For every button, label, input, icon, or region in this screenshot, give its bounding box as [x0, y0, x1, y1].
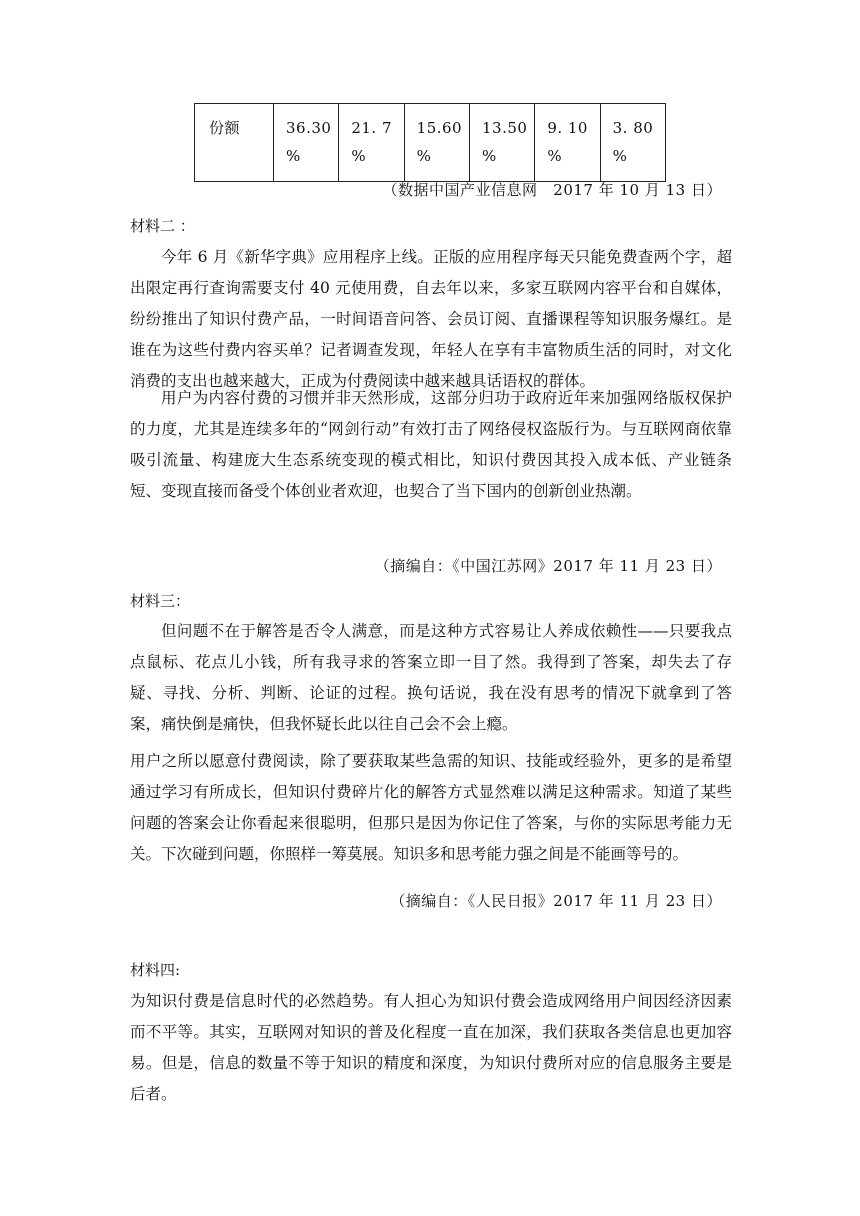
cell-value: 9. 10: [547, 119, 588, 137]
table-source-citation: （数据中国产业信息网 2017 年 10 月 13 日）: [382, 181, 722, 199]
table-row-label: [195, 104, 274, 182]
material-3-paragraph-2: 用户之所以愿意付费阅读，除了要获取某些急需的知识、技能或经验外，更多的是希望通过学习有所成长，但知识付费碎片化的解答方式显然难以满足这种需求。知道了某些问题的答案会让你看起来很聪明，但那只是因为你记住了答案，与你的实际思考能力无关。下次碰到问题，你照样一筹莫展。知识多和思考能力强之间是不能画等号的。: [130, 752, 732, 863]
table-cell: [600, 104, 665, 182]
table-row-label-text: 份额: [209, 119, 241, 137]
table-cell: [404, 104, 469, 182]
cell-value: 15.60: [416, 119, 463, 137]
material-4-paragraph-1: 为知识付费是信息时代的必然趋势。有人担心为知识付费会造成网络用户间因经济因素而不平等。其实，互联网对知识的普及化程度一直在加深，我们获取各类信息也更加容易。但是，信息的数量不等于知识的精度和深度，为知识付费所对应的信息服务主要是后者。: [130, 992, 732, 1103]
table-cell: [274, 104, 339, 182]
material-2-paragraph-1: 今年 6 月《新华字典》应用程序上线。正版的应用程序每天只能免费查两个字，超出限定再行查询需要支付 40 元使用费，自去年以来，多家互联网内容平台和自媒体，纷纷推出了知识付费产品，一时间语音问答、会员订阅、直播课程等知识服务爆红。是谁在为这些付费内容买单？记者调查发现，年轻人在享有丰富物质生活的同时，对文化消费的支出也越来越大，正成为付费阅读中越来越具话语权的群体。: [130, 248, 732, 390]
material-2-heading: 材料二 ：: [130, 217, 195, 235]
cell-value: 3. 80: [612, 119, 654, 137]
cell-unit: %: [286, 147, 301, 165]
table-cell: [469, 104, 534, 182]
cell-value: 36.30: [286, 119, 332, 137]
material-2-paragraph-2: 用户为内容付费的习惯并非天然形成，这部分归功于政府近年来加强网络版权保护的力度，尤其是连续多年的“网剑行动”有效打击了网络侵权盗版行为。与互联网商依靠吸引流量、构建庞大生态系统变现的模式相比，知识付费因其投入成本低、产业链条短、变现直接而备受个体创业者欢迎，也契合了当下国内的创新创业热潮。: [130, 389, 732, 500]
cell-unit: %: [612, 147, 628, 165]
table-row: [195, 104, 666, 182]
material-2-source-citation: （摘编自：《中国江苏网》2017 年 11 月 23 日）: [374, 557, 722, 575]
cell-unit: %: [351, 147, 367, 165]
table-cell: [339, 104, 404, 182]
material-3-paragraph-1: 但问题不在于解答是否令人满意，而是这种方式容易让人养成依赖性——只要我点点鼠标、花点儿小钱，所有我寻求的答案立即一目了然。我得到了答案，却失去了存疑、寻找、分析、判断、论证的过程。换句话说，我在没有思考的情况下就拿到了答案，痛快倒是痛快，但我怀疑长此以往自己会不会上瘾。: [130, 622, 732, 733]
cell-value: 21. 7: [351, 119, 392, 137]
market-share-table: [194, 103, 666, 182]
table-cell: [535, 104, 600, 182]
cell-unit: %: [416, 147, 432, 165]
cell-unit: %: [547, 147, 563, 165]
material-3-heading: 材料三：: [130, 592, 191, 610]
cell-unit: %: [481, 147, 497, 165]
cell-value: 13.50: [481, 119, 528, 137]
material-4-heading: 材料四:: [130, 961, 181, 979]
material-3-source-citation: （摘编自：《人民日报》2017 年 11 月 23 日）: [390, 892, 722, 910]
